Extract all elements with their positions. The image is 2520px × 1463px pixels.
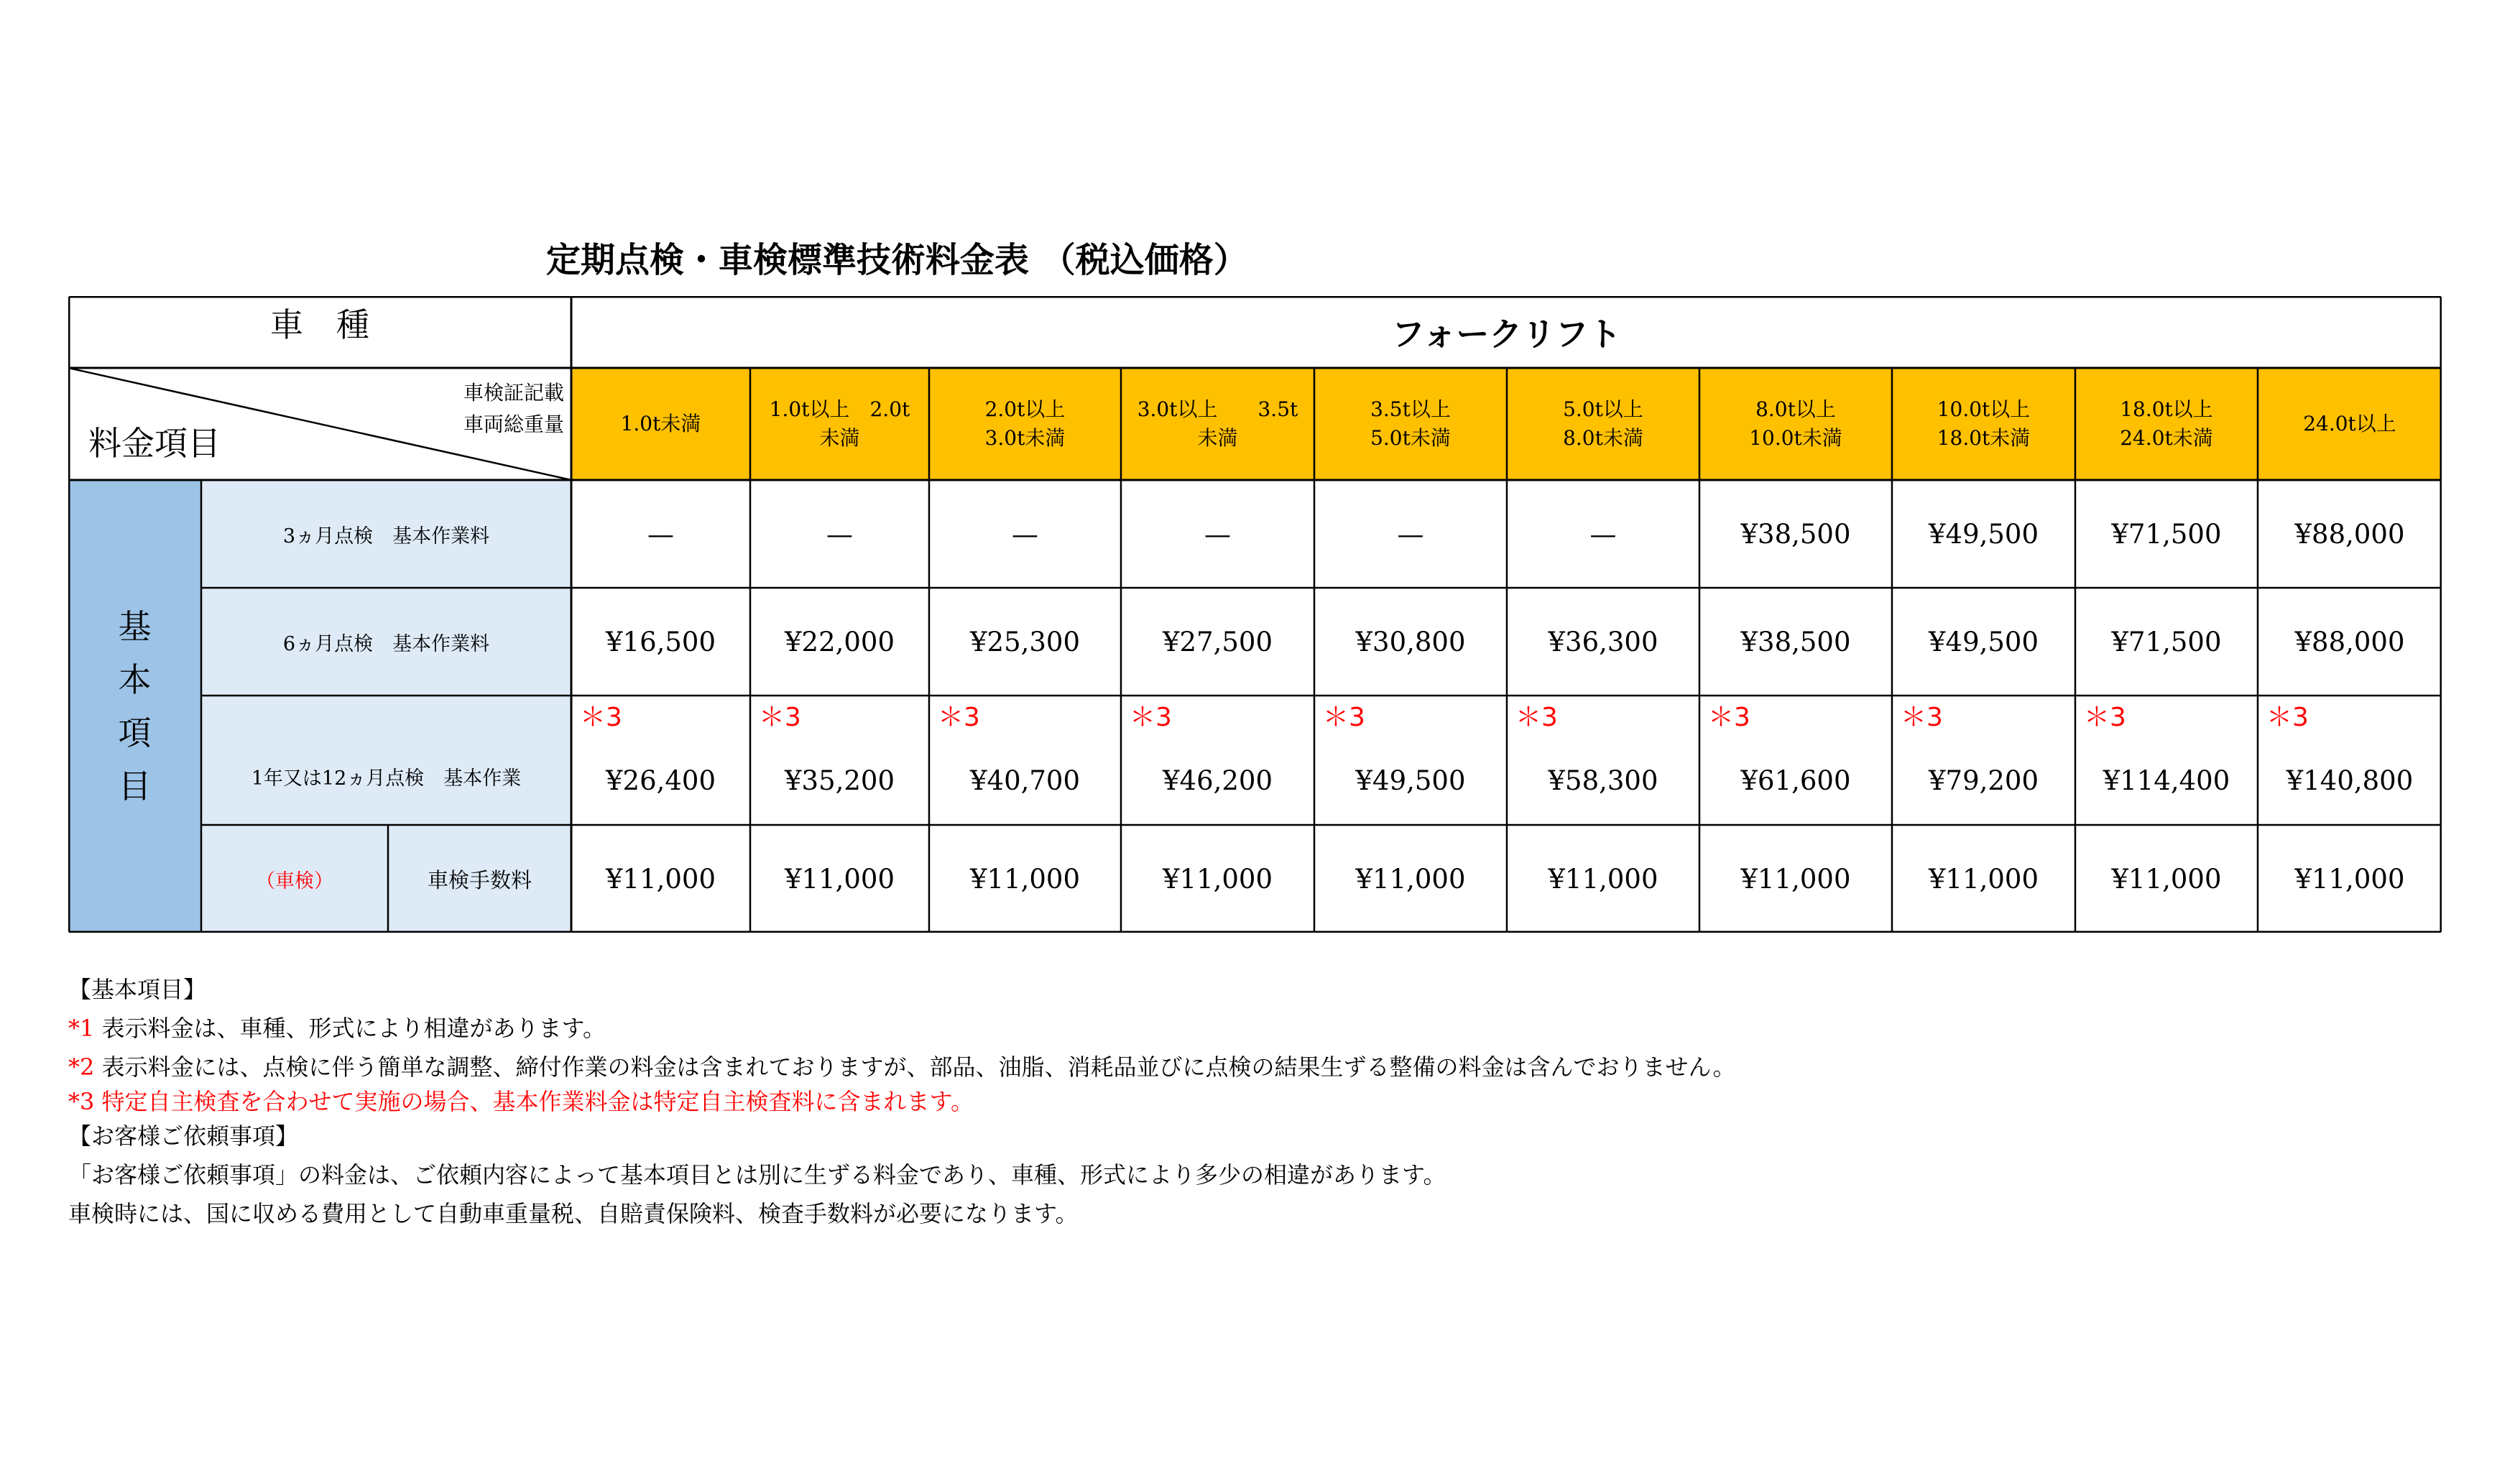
price-cell: ¥30,800: [1355, 626, 1466, 657]
note-3-marker: ＊3: [759, 703, 801, 732]
weight-class-line2: 未満: [1197, 426, 1238, 450]
weight-class-line1: 1.0t以上 2.0t: [769, 397, 910, 421]
price-cell: ¥11,000: [2111, 863, 2222, 895]
page-title: 定期点検・車検標準技術料金表 （税込価格）: [546, 240, 1248, 280]
price-cell: ¥11,000: [784, 863, 895, 895]
notes: [68, 970, 1735, 1233]
price-cell: ¥11,000: [1355, 863, 1466, 895]
price-cell: ¥88,000: [2294, 518, 2405, 550]
weight-class-line2: 24.0t未満: [2120, 426, 2213, 450]
note-3-marker: ＊3: [580, 703, 622, 732]
weight-class-line1: 10.0t以上: [1937, 397, 2031, 421]
weight-class-line1: 5.0t以上: [1563, 397, 1643, 421]
weight-class-line1: 24.0t以上: [2303, 412, 2396, 435]
price-cell: —: [826, 518, 853, 550]
price-cell: ¥114,400: [2103, 765, 2230, 796]
weight-class-line2: 3.0t未満: [984, 426, 1066, 450]
note-3-marker: ＊3: [2084, 703, 2126, 732]
fee-item-label: 料金項目: [88, 424, 221, 463]
price-cell: ¥49,500: [1355, 765, 1466, 796]
price-cell: ¥61,600: [1740, 765, 1851, 796]
price-table: [68, 296, 2442, 933]
price-cell: ¥49,500: [1928, 518, 2039, 550]
price-cell: ¥11,000: [969, 863, 1080, 895]
weight-class-line1: 3.5t以上: [1370, 397, 1451, 421]
note-2-text: 表示料金には、点検に伴う簡単な調整、締付作業の料金は含まれておりますが、部品、油脂、消耗品並びに点検の結果生ずる整備の料金は含んでおりません。: [94, 1053, 1736, 1081]
row-label-6month: 6ヵ月点検 基本作業料: [201, 588, 571, 696]
note-3-marker: ＊3: [938, 703, 980, 732]
grid-line: [68, 368, 571, 480]
price-cell: —: [1012, 518, 1038, 550]
note-2-mark: *2: [68, 1053, 95, 1081]
price-cell: ¥11,000: [605, 863, 716, 895]
price-cell: ¥11,000: [1162, 863, 1273, 895]
price-cell: ¥46,200: [1162, 765, 1273, 796]
price-cell: ¥71,500: [2111, 518, 2222, 550]
row-label-12month: 1年又は12ヵ月点検 基本作業: [201, 696, 571, 825]
price-cell: ¥58,300: [1548, 765, 1658, 796]
price-cell: ¥49,500: [1928, 626, 2039, 657]
price-cell: ¥38,500: [1740, 518, 1851, 550]
note-3-marker: ＊3: [1515, 703, 1558, 732]
row-label-3month: 3ヵ月点検 基本作業料: [201, 480, 571, 588]
price-cell: ¥79,200: [1928, 765, 2039, 796]
price-cell: ¥38,500: [1740, 626, 1851, 657]
note-1-text: 表示料金は、車種、形式により相違があります。: [94, 1015, 606, 1042]
weight-label-line2: 車両総重量: [463, 412, 564, 436]
price-cell: ¥71,500: [2111, 626, 2222, 657]
category-char-3: 項: [118, 714, 152, 752]
weight-class-line1: 1.0t未満: [620, 412, 701, 435]
price-cell: ¥11,000: [1740, 863, 1851, 895]
weight-class-line1: 8.0t以上: [1755, 397, 1836, 421]
weight-class-line2: 10.0t未満: [1749, 426, 1842, 450]
price-cell: ¥11,000: [2294, 863, 2405, 895]
weight-class-line2: 5.0t未満: [1370, 426, 1451, 450]
price-cell: ¥22,000: [784, 626, 895, 657]
price-cell: —: [1397, 518, 1424, 550]
weight-class-line1: 18.0t以上: [2120, 397, 2213, 421]
notes-heading-requests: 【お客様ご依頼事項】: [68, 1122, 299, 1150]
price-cell: ¥88,000: [2294, 626, 2405, 657]
vehicle-type-value: フォークリフト: [1391, 315, 1622, 354]
price-cell: ¥27,500: [1162, 626, 1273, 657]
price-cell: ¥140,800: [2286, 765, 2414, 796]
price-cell: ¥40,700: [969, 765, 1080, 796]
price-cell: ¥11,000: [1548, 863, 1658, 895]
note-3-marker: ＊3: [1130, 703, 1172, 732]
row-label-inspection-fee: 車検手数料: [388, 825, 571, 933]
requests-line-2: 車検時には、国に収める費用として自動車重量税、自賠責保険料、検査手数料が必要になります。: [68, 1200, 1079, 1227]
price-cell: —: [647, 518, 674, 550]
price-cell: —: [1204, 518, 1231, 550]
category-char-2: 本: [118, 660, 152, 699]
note-3-marker: ＊3: [1901, 703, 1943, 732]
category-char-1: 基: [118, 607, 152, 646]
note-3-marker: ＊3: [1708, 703, 1750, 732]
weight-label-line1: 車検証記載: [463, 381, 564, 405]
requests-line-1: 「お客様ご依頼事項」の料金は、ご依頼内容によって基本項目とは別に生ずる料金であり、車種、形式により多少の相違があります。: [68, 1161, 1446, 1189]
price-cell: ¥26,400: [605, 765, 716, 796]
price-cell: ¥11,000: [1928, 863, 2039, 895]
weight-class-line1: 3.0t以上 3.5t: [1137, 397, 1298, 421]
note-3-marker: ＊3: [2266, 703, 2309, 732]
weight-class-line2: 18.0t未満: [1937, 426, 2031, 450]
note-2: [68, 1048, 1735, 1082]
price-cell: ¥25,300: [969, 626, 1080, 657]
vehicle-type-label: 車 種: [270, 305, 369, 344]
category-char-4: 目: [118, 767, 152, 806]
price-cell: ¥35,200: [784, 765, 895, 796]
note-3-marker: ＊3: [1323, 703, 1365, 732]
price-cell: ¥16,500: [605, 626, 716, 657]
weight-class-line2: 8.0t未満: [1563, 426, 1643, 450]
price-cell: —: [1589, 518, 1617, 550]
row-label-inspection-tag: （車検）: [201, 825, 388, 933]
note-3: *3 特定自主検査を合わせて実施の場合、基本作業料金は特定自主検査料に含まれます。: [68, 1088, 974, 1115]
note-1: [68, 1009, 1735, 1048]
table-grid-lines: [68, 296, 2442, 933]
notes-heading-basic: 【基本項目】: [68, 976, 207, 1003]
note-1-mark: *1: [68, 1015, 95, 1042]
weight-class-line1: 2.0t以上: [984, 397, 1066, 421]
price-cell: ¥36,300: [1548, 626, 1658, 657]
weight-class-line2: 未満: [819, 426, 860, 450]
